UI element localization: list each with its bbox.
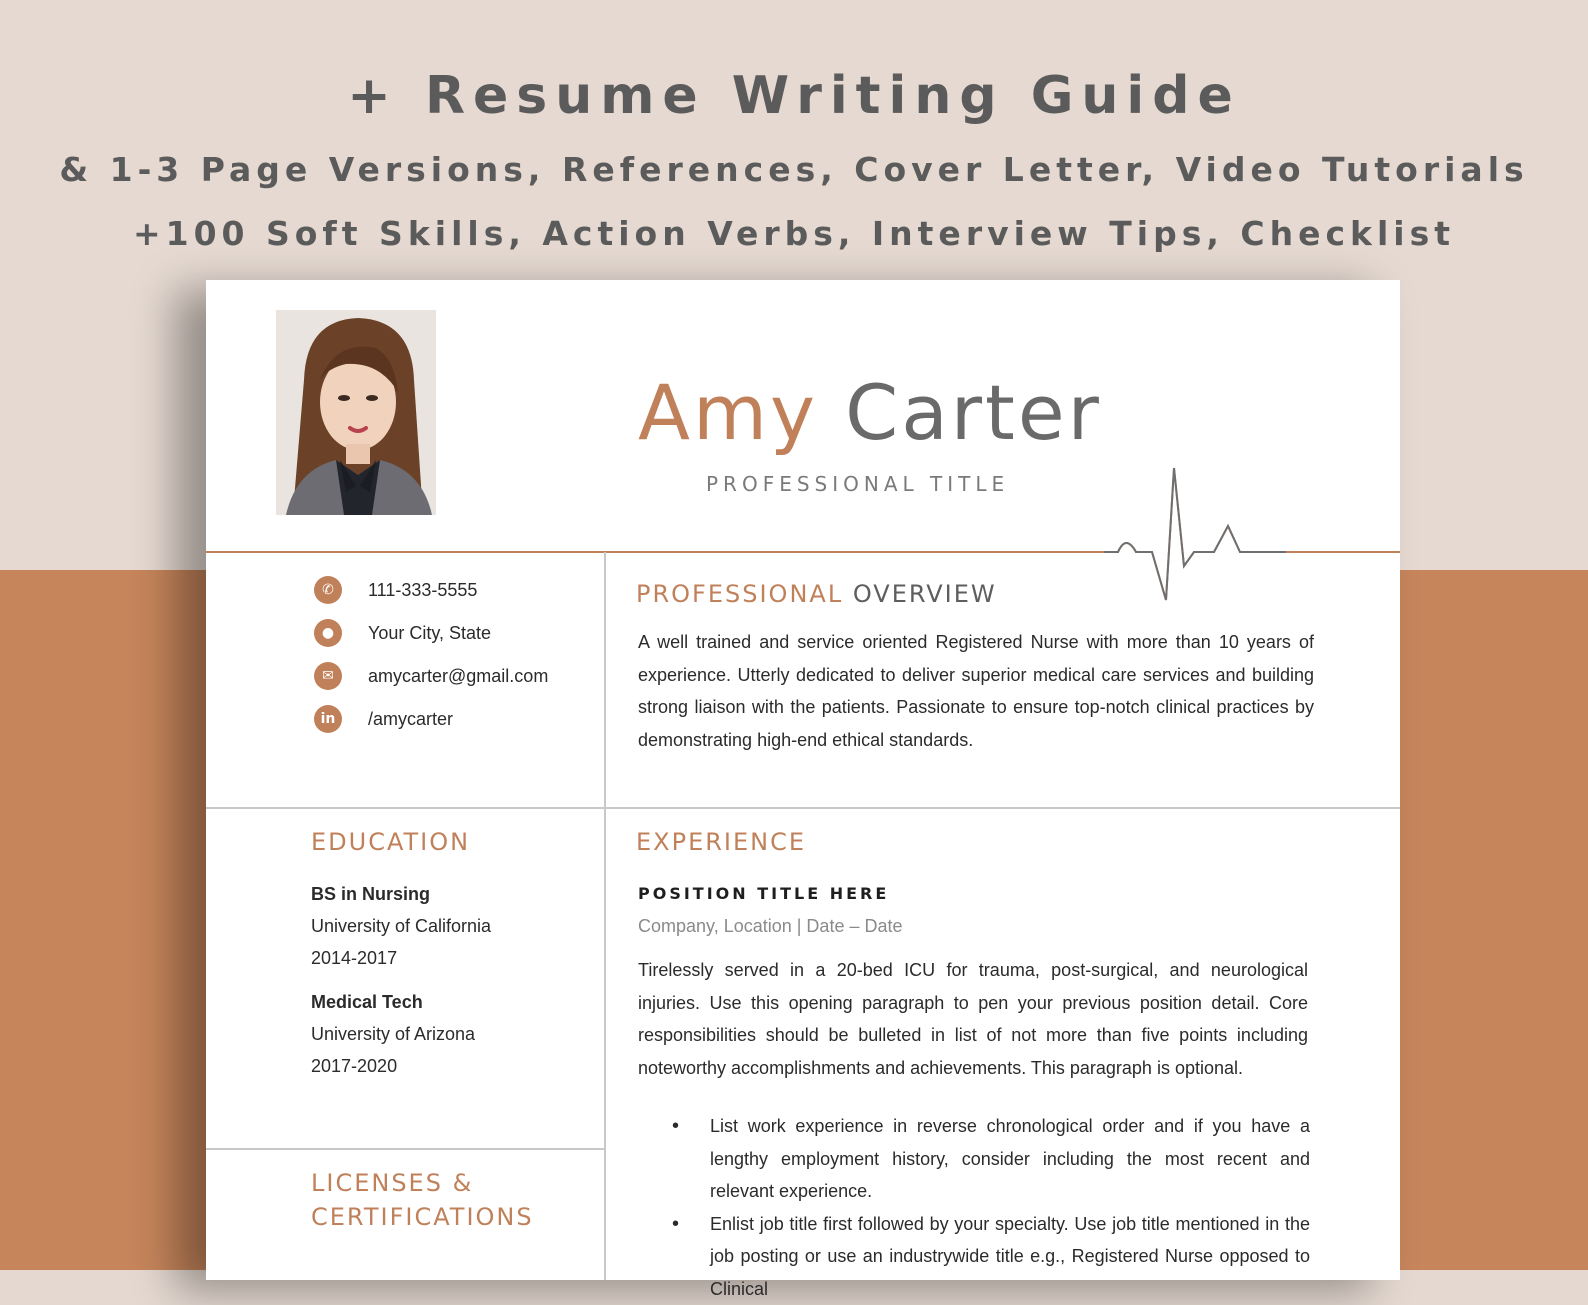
list-item: • List work experience in reverse chronological order and if you have a lengthy employment history, consider including the most recent and relevant experience. [672,1110,1310,1208]
experience-heading: EXPERIENCE [636,828,806,856]
column-divider [604,552,606,1280]
licenses-heading-line2: CERTIFICATIONS [311,1200,534,1234]
email-icon: ✉ [314,662,342,690]
section-divider [206,807,1400,809]
education-item [311,878,491,974]
position-title: POSITION TITLE HERE [638,884,889,903]
degree: Medical Tech [311,986,475,1018]
licenses-heading [311,1166,534,1234]
education-item [311,986,475,1082]
resume-page [206,280,1400,1280]
contact-location [314,619,594,647]
banner-headline: + Resume Writing Guide [0,66,1588,126]
list-item: • Enlist job title first followed by your specialty. Use job title mentioned in the job posting or use an industrywide title e.g., Registered Nurse opposed to Clinical [672,1208,1310,1305]
licenses-heading-line1: LICENSES & [311,1166,534,1200]
candidate-name [638,368,1102,457]
contact-linkedin [314,705,594,733]
overview-heading-rest: OVERVIEW [853,580,997,608]
section-divider [206,1148,604,1150]
contact-phone [314,576,594,604]
overview-heading [636,580,997,608]
first-name: Amy [638,368,818,457]
phone-icon: ✆ [314,576,342,604]
school: University of Arizona [311,1018,475,1050]
banner-subline-1: & 1-3 Page Versions, References, Cover Letter, Video Tutorials [0,150,1588,189]
banner-subline-2: +100 Soft Skills, Action Verbs, Interview Tips, Checklist [0,214,1588,253]
overview-text: A well trained and service oriented Registered Nurse with more than 10 years of experience. Utterly dedicated to deliver superior medical care services and building strong liaison with the patients. Passionate to ensure top-notch clinical practices by demonstrating high-end ethical standards. [638,626,1314,756]
linkedin-icon: in [314,705,342,733]
years: 2014-2017 [311,942,491,974]
contact-text: /amycarter [368,709,453,730]
contact-email [314,662,594,690]
contact-text: Your City, State [368,623,491,644]
education-heading: EDUCATION [311,828,470,856]
experience-bullets [672,1110,1310,1305]
experience-summary: Tirelessly served in a 20-bed ICU for trauma, post-surgical, and neurological injuries. Use this opening paragraph to pen your previous position detail. Core responsibilities should be bulleted in list of not more than five points including noteworthy accomplishments and achievements. This paragraph is optional. [638,954,1308,1084]
overview-heading-accent: PROFESSIONAL [636,580,843,608]
contact-text: amycarter@gmail.com [368,666,548,687]
professional-title: PROFESSIONAL TITLE [706,472,1009,496]
years: 2017-2020 [311,1050,475,1082]
last-name: Carter [845,368,1102,457]
contact-text: 111-333-5555 [368,580,477,601]
school: University of California [311,910,491,942]
degree: BS in Nursing [311,878,491,910]
position-meta: Company, Location | Date – Date [638,916,903,937]
location-pin-icon: ● [314,619,342,647]
